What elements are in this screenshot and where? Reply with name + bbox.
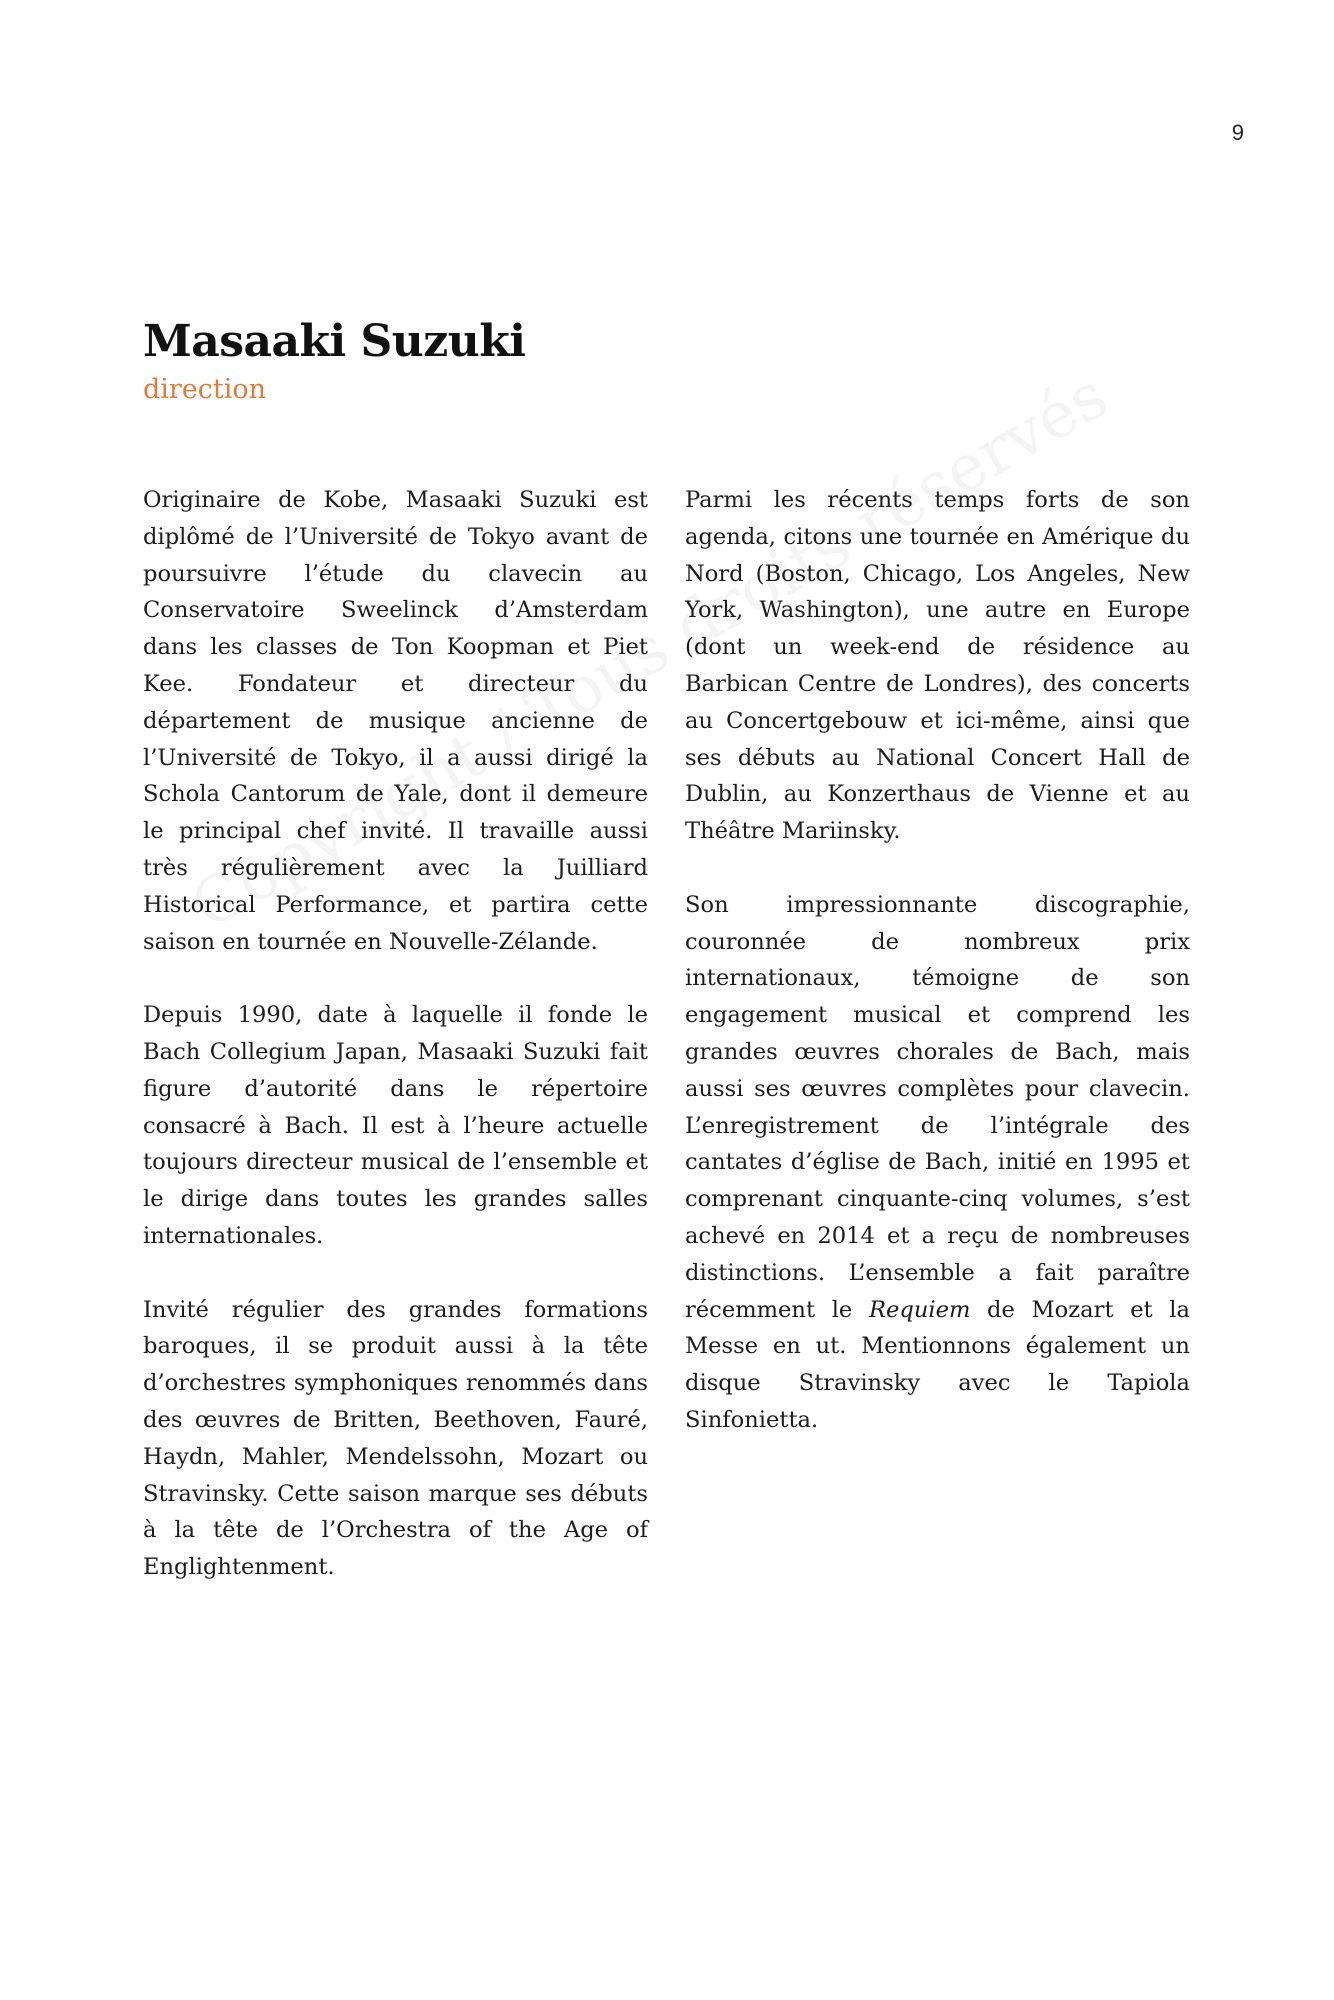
paragraph-text: Son impressionnante discographie, couronnée de nombreux prix internationaux, témoigne de son engagement musical et comprend les grandes œuvres chorales de Bach, mais aussi ses œuvres complètes pour clavecin. L’enregistrement de l’intégrale des cantates d’église de Bach, initié en 1995 et comprenant cinquante-cinq volumes, s’est achevé en 2014 et a reçu de nombreuses distinctions. L’ensemble a fait paraître récemment le (685, 891, 1190, 1323)
paragraph: Parmi les récents temps forts de son agenda, citons une tournée en Amérique du Nord (Boston, Chicago, Los Angeles, New York, Washington), une autre en Europe (dont un week-end de résidence au Barbican Centre de Londres), des concerts au Concertgebouw et ici-même, ainsi que ses débuts au National Concert Hall de Dublin, au Konzerthaus de Vienne et au Théâtre Mariinsky. (685, 487, 1190, 845)
right-column (685, 482, 1190, 1476)
page-title: Masaaki Suzuki (143, 316, 526, 367)
paragraph (685, 887, 1190, 1439)
left-column (143, 482, 648, 1623)
page-number: 9 (1231, 120, 1244, 145)
paragraph: Depuis 1990, date à laquelle il fonde le Bach Collegium Japan, Masaaki Suzuki fait figure d’autorité dans le répertoire consacré à Bach. Il est à l’heure actuelle toujours directeur musical de l’ensemble et le dirige dans toutes les grandes salles internationales. (143, 1002, 648, 1249)
page-subtitle: direction (143, 374, 267, 405)
paragraph: Invité régulier des grandes formations baroques, il se produit aussi à la tête d’orchestres symphoniques renommés dans des œuvres de Britten, Beethoven, Fauré, Haydn, Mahler, Mendelssohn, Mozart ou Stravinsky. Cette saison marque ses débuts à la tête de l’Orchestra of the Age of Englightenment. (143, 1296, 648, 1581)
italic-title: Requiem (868, 1296, 971, 1323)
heading (143, 312, 943, 408)
paragraph-text: de Mozart et la Messe en ut. Mentionnons également un disque Stravinsky avec le Tapiola Sinfonietta. (685, 1296, 1190, 1433)
paragraph: Originaire de Kobe, Masaaki Suzuki est diplômé de l’Université de Tokyo avant de poursuivre l’étude du clavecin au Conservatoire Sweelinck d’Amsterdam dans les classes de Ton Koopman et Piet Kee. Fondateur et directeur du département de musique ancienne de l’Université de Tokyo, il a aussi dirigé la Schola Cantorum de Yale, dont il demeure le principal chef invité. Il travaille aussi très régulièrement avec la Juilliard Historical Performance, et partira cette saison en tournée en Nouvelle-Zélande. (143, 487, 648, 955)
